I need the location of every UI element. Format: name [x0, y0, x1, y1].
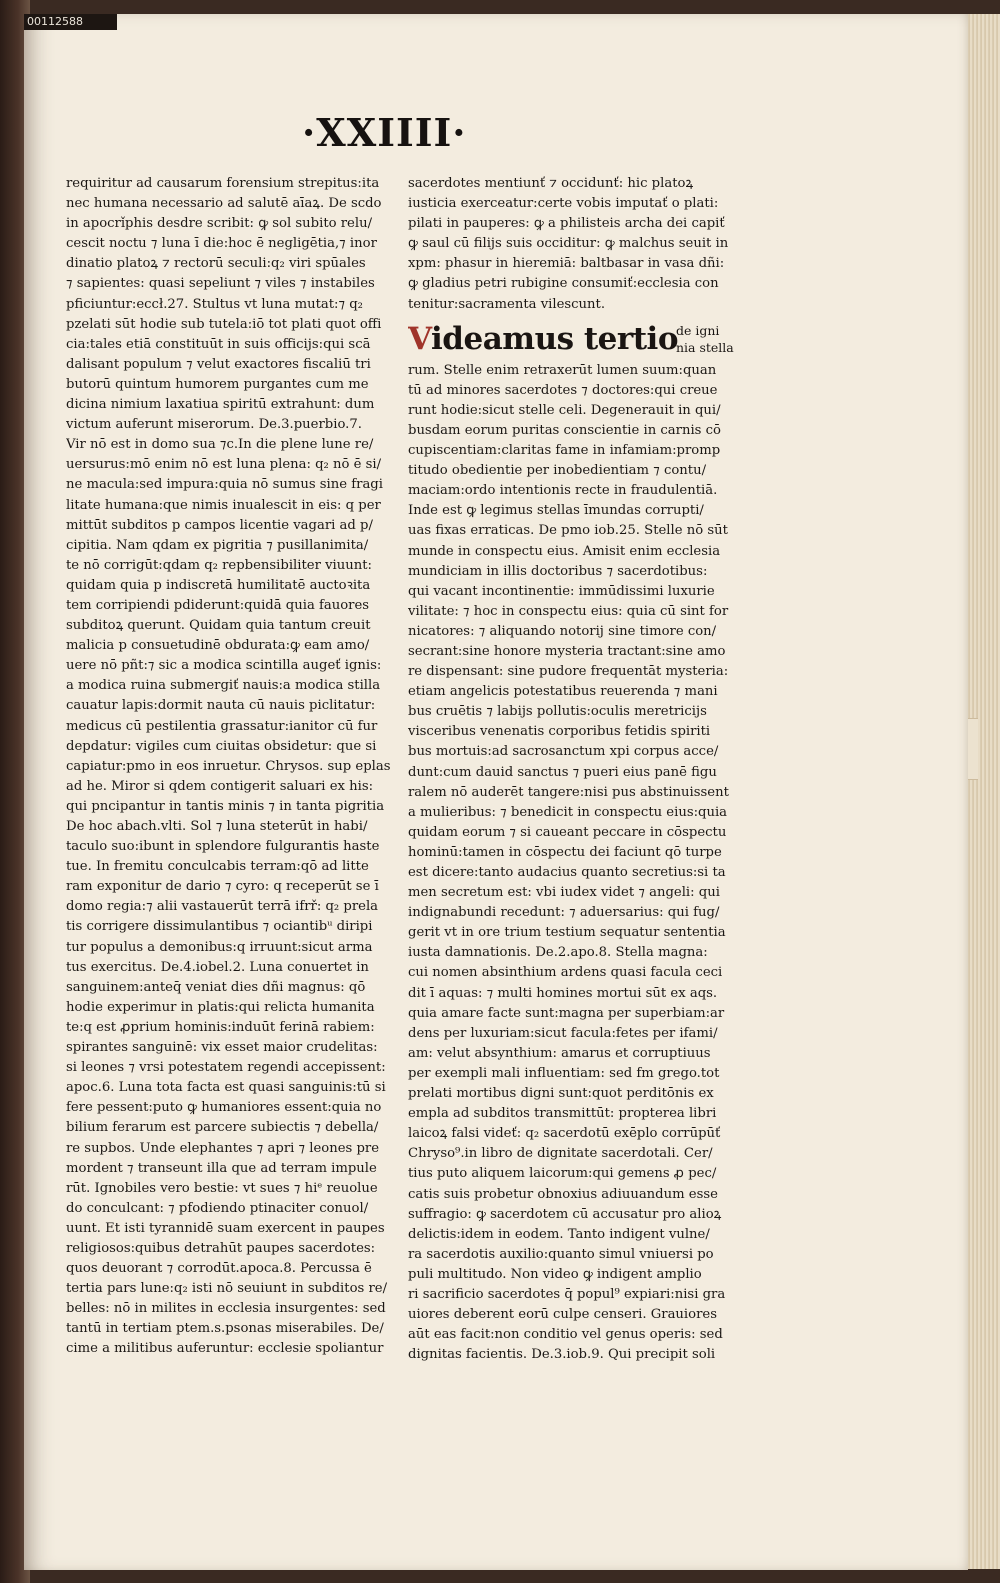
- text-line: runt hodie:sicut stelle celi. Degenerauit in qui/: [408, 402, 721, 418]
- text-line: cime a militibus auferuntur: ecclesie spoliantur: [66, 1341, 384, 1357]
- page-edges: [965, 14, 1000, 1569]
- text-line: cupiscentiam:claritas fame in infamiam:promp: [408, 443, 721, 459]
- text-line: tur populus a demonibus:q irruunt:sicut arma: [66, 939, 373, 955]
- text-line: pficiuntur:eccł.27. Stultus vt luna mutat:⁊ q₂: [66, 296, 363, 312]
- text-line: ram exponitur de dario ⁊ cyro: q receperūt se ī: [66, 879, 379, 895]
- text-line: iusticia exerceatur:certe vobis imputať o plati:: [408, 196, 719, 212]
- text-line: belles: nō in milites in ecclesia insurgentes: sed: [66, 1301, 386, 1317]
- text-line: mundiciam in illis doctoribus ⁊ sacerdotibus:: [408, 563, 708, 579]
- text-line: Inde est ꝙ legimus stellas īmundas corrupti/: [408, 503, 704, 519]
- text-line: hominū:tamen in cōspectu dei faciunt qō turpe: [408, 844, 722, 860]
- text-line: quos deuorant ⁊ corrodūt.apoca.8. Percussa ē: [66, 1261, 372, 1277]
- text-line: tius puto aliquem laicorum:qui gemens ꝓ pec/: [408, 1166, 717, 1182]
- text-line: apoc.6. Luna tota facta est quasi sanguinis:tū si: [66, 1080, 386, 1096]
- heading-side-line2: nia stella: [676, 339, 734, 355]
- text-line: pzelati sūt hodie sub tutela:iō tot plati quot offi: [66, 316, 382, 332]
- heading-side-line1: de igni: [676, 322, 720, 338]
- text-line: si leones ⁊ vrsi potestatem regendi accepissent:: [66, 1060, 386, 1076]
- text-line: a mulieribus: ⁊ benedicit in conspectu eius:quia: [408, 804, 728, 820]
- text-line: gerit vt in ore trium testium sequatur sententia: [408, 925, 726, 941]
- text-line: men secretum est: vbi iudex videt ⁊ angeli: qui: [408, 885, 720, 901]
- text-line: rūt. Ignobiles vero bestie: vt sues ⁊ hiᵉ reuolue: [66, 1180, 378, 1196]
- text-line: prelati mortibus digni sunt:quot perditōnis ex: [408, 1086, 714, 1102]
- text-line: re dispensant: sine pudore frequentāt mysteria:: [408, 664, 729, 680]
- text-line: medicus cū pestilentia grassatur:ianitor cū fur: [66, 718, 378, 734]
- right-column-body: [408, 361, 742, 1366]
- text-line: xpm: phasur in hieremiā: baltbasar in vasa dñi:: [408, 256, 725, 272]
- text-line: requiritur ad causarum forensium strepitus:ita: [66, 176, 380, 191]
- text-line: dalisant populum ⁊ velut exactores fiscaliū tri: [66, 356, 371, 372]
- text-line: ꝙ saul cū filijs suis occiditur: ꝙ malchus seuit in: [408, 236, 729, 252]
- text-line: ri sacrificio sacerdotes q̄ popul⁹ expiari:nisi gra: [408, 1286, 726, 1302]
- shelfmark-label: 00112588: [24, 14, 117, 30]
- text-line: rum. Stelle enim retraxerūt lumen suum:quan: [408, 362, 717, 378]
- text-line: spirantes sanguinē: vix esset maior crudelitas:: [66, 1040, 378, 1056]
- text-line: cipitia. Nam qdam ex pigritia ⁊ pusillanimita/: [66, 537, 369, 553]
- text-line: ꝙ gladius petri rubigine consumiť:ecclesia con: [408, 276, 719, 292]
- text-line: am: velut absynthium: amarus et corruptiuus: [408, 1045, 711, 1061]
- text-line: domo regia:⁊ alii vastauerūt terrā ifrř: q₂ prela: [66, 899, 379, 915]
- text-line: etiam angelicis potestatibus reuerenda ⁊ mani: [408, 684, 718, 700]
- text-line: qui vacant incontinentie: immūdissimi luxurie: [408, 583, 715, 599]
- text-line: cescit noctu ⁊ luna ī die:hoc ē negligētia,⁊ inor: [66, 236, 377, 252]
- text-line: visceribus venenatis corporibus fetidis spiriti: [408, 724, 711, 740]
- text-line: uunt. Et isti tyrannidē suam exercent in paupes: [66, 1220, 385, 1236]
- text-line: mittūt subditos p campos licentie vagari ad p/: [66, 517, 373, 533]
- text-line: malicia p consuetudinē obdurata:ꝙ eam amo/: [66, 638, 370, 654]
- text-line: tantū in tertiam ptem.s.psonas miserabiles. De/: [66, 1321, 384, 1337]
- book-page: [24, 14, 968, 1570]
- text-line: uersurus:mō enim nō est luna plena: q₂ nō ē si/: [66, 457, 382, 473]
- text-line: cui nomen absinthium ardens quasi facula ceci: [408, 965, 723, 981]
- text-line: bus mortuis:ad sacrosanctum xpi corpus acce/: [408, 744, 719, 760]
- text-line: tū ad minores sacerdotes ⁊ doctores:qui creue: [408, 382, 718, 398]
- text-line: empla ad subditos transmittūt: propterea libri: [408, 1106, 717, 1122]
- text-line: litate humana:que nimis inualescit in eis: q per: [66, 497, 381, 513]
- text-line: mordent ⁊ transeunt illa que ad terram impule: [66, 1160, 377, 1176]
- text-line: uas fixas erraticas. De pmo iob.25. Stelle nō sūt: [408, 523, 728, 539]
- text-line: quidam quia p indiscretā humilitatē auctoꝛita: [66, 577, 371, 593]
- text-line: ad he. Miror si qdem contigerit saluari ex his:: [66, 778, 374, 794]
- text-line: dens per luxuriam:sicut facula:fetes per ifami/: [408, 1025, 718, 1041]
- text-line: quia amare facte sunt:magna per superbiam:ar: [408, 1005, 725, 1021]
- text-line: tis corrigere dissimulantibus ⁊ ociantibᵘ diripi: [66, 919, 373, 935]
- text-line: taculo suo:ibunt in splendore fulgurantis haste: [66, 839, 380, 855]
- heading-side: [676, 322, 742, 356]
- text-line: nicatores: ⁊ aliquando notorij sine timore con/: [408, 623, 717, 639]
- text-line: tertia pars lune:q₂ isti nō seuiunt in subditos re/: [66, 1281, 388, 1297]
- text-line: bus cruētis ⁊ labijs pollutis:oculis meretricijs: [408, 704, 707, 720]
- text-line: qui pncipantur in tantis minis ⁊ in tanta pigritia: [66, 798, 385, 814]
- text-line: butorū quintum humorem purgantes cum me: [66, 376, 369, 392]
- text-line: tem corripiendi pdiderunt:quidā quia fauores: [66, 597, 370, 613]
- text-line: ra sacerdotis auxilio:quanto simul vniuersi po: [408, 1246, 714, 1262]
- left-column: [66, 174, 400, 1360]
- text-line: tus exercitus. De.4.iobel.2. Luna conuertet in: [66, 959, 369, 975]
- text-line: Vir nō est in domo sua ⁊c.In die plene lune re/: [66, 437, 374, 453]
- text-line: tenitur:sacramenta vilescunt.: [408, 296, 606, 312]
- text-line: cia:tales etiā constituūt in suis officijs:qui scā: [66, 336, 371, 352]
- text-line: titudo obedientie per inobedientiam ⁊ contu/: [408, 463, 707, 479]
- text-line: dunt:cum dauid sanctus ⁊ pueri eius panē figu: [408, 764, 717, 780]
- text-line: quidam eorum ⁊ si caueant peccare in cōspectu: [408, 824, 727, 840]
- text-line: De hoc abach.vlti. Sol ⁊ luna steterūt in habi/: [66, 819, 368, 834]
- text-line: ⁊ sapientes: quasi sepeliunt ⁊ viles ⁊ instabiles: [66, 276, 375, 292]
- text-line: dit ī aquas: ⁊ multi homines mortui sūt ex aqs.: [408, 985, 718, 1001]
- text-line: a modica ruina submergiť nauis:a modica stilla: [66, 678, 381, 694]
- folio-number: ·XXIIII·: [302, 110, 467, 155]
- right-column-top-text: [408, 174, 742, 315]
- section-heading: [408, 319, 742, 361]
- text-line: per exempli mali influentiam: sed fm grego.tot: [408, 1065, 720, 1081]
- text-line: vilitate: ⁊ hoc in conspectu eius: quia cū sint for: [408, 603, 729, 619]
- text-line: uere nō pñt:⁊ sic a modica scintilla augeť ignis:: [66, 658, 382, 674]
- text-line: religiosos:quibus detrahūt paupes sacerdotes:: [66, 1240, 376, 1256]
- text-line: bilium ferarum est parcere subiectis ⁊ debella/: [66, 1120, 379, 1136]
- text-line: puli multitudo. Non video ꝙ indigent amplio: [408, 1266, 702, 1282]
- text-line: te:q est ꝓprium hominis:induūt ferinā rabiem:: [66, 1019, 375, 1035]
- text-line: laicoꝝ falsi videť: q₂ sacerdotū exēplo corrūpūť: [408, 1126, 721, 1142]
- text-line: maciam:ordo intentionis recte in fraudulentiā.: [408, 483, 718, 499]
- text-line: uiores deberent eorū culpe censeri. Grauiores: [408, 1307, 717, 1323]
- text-line: iusta damnationis. De.2.apo.8. Stella magna:: [408, 945, 708, 961]
- heading-rest: ideamus tertio: [431, 320, 679, 357]
- text-line: victum auferunt miserorum. De.3.puerbio.7.: [66, 417, 362, 433]
- text-line: do conculcant: ⁊ pfodiendo ptinaciter conuol/: [66, 1200, 369, 1216]
- text-line: tue. In fremitu conculcabis terram:qō ad litte: [66, 859, 369, 875]
- text-line: ne macula:sed impura:quia nō sumus sine fragi: [66, 477, 383, 493]
- text-line: dinatio platoꝝ ⁊ rectorū seculi:q₂ viri spūales: [66, 256, 366, 272]
- heading-main: [408, 319, 678, 359]
- text-line: re supbos. Unde elephantes ⁊ apri ⁊ leones pre: [66, 1140, 380, 1156]
- text-line: busdam eorum puritas conscientie in carnis cō: [408, 422, 721, 438]
- heading-initial: V: [408, 320, 432, 357]
- text-line: pilati in pauperes: ꝙ a philisteis archa dei capiť: [408, 216, 725, 232]
- text-line: nec humana necessario ad salutē aīaꝝ. De scdo: [66, 196, 382, 212]
- text-line: secrant:sine honore mysteria tractant:sine amo: [408, 643, 726, 659]
- text-line: catis suis probetur obnoxius adiuuandum esse: [408, 1186, 718, 1202]
- text-line: subditoꝝ querunt. Quidam quia tantum creuit: [66, 618, 371, 634]
- text-line: indignabundi recedunt: ⁊ aduersarius: qui fug/: [408, 905, 720, 921]
- text-line: hodie experimur in platis:qui relicta humanita: [66, 999, 375, 1015]
- text-line: munde in conspectu eius. Amisit enim ecclesia: [408, 543, 721, 559]
- text-line: ralem nō auderēt tangere:nisi pus abstinuissent: [408, 784, 729, 800]
- text-line: sanguinem:anteq̄ veniat dies dñi magnus: qō: [66, 979, 366, 995]
- text-line: capiatur:pmo in eos inruetur. Chrysos. sup eplas: [66, 758, 391, 774]
- text-line: sacerdotes mentiunť ⁊ occidunť: hic platoꝝ: [408, 176, 694, 191]
- text-line: dignitas facientis. De.3.iob.9. Qui precipit soli: [408, 1347, 716, 1363]
- right-column: [408, 174, 742, 1365]
- text-line: cauatur lapis:dormit nauta cū nauis piclitatur:: [66, 698, 376, 714]
- text-line: suffragio: ꝙ sacerdotem cū accusatur pro alioꝝ: [408, 1206, 722, 1222]
- text-line: est dicere:tanto audacius quanto secretius:si ta: [408, 865, 726, 880]
- text-line: aūt eas facit:non conditio vel genus operis: sed: [408, 1327, 723, 1343]
- text-line: in apocrǐphis desdre scribit: ꝙ sol subito relu/: [66, 216, 373, 232]
- text-line: depdatur: vigiles cum ciuitas obsidetur: que si: [66, 738, 377, 754]
- text-line: te nō corrigūt:qdam q₂ repbensibiliter viuunt:: [66, 557, 372, 573]
- text-line: fere pessent:puto ꝙ humaniores essent:quia no: [66, 1100, 382, 1116]
- text-line: delictis:idem in eodem. Tanto indigent vulne/: [408, 1226, 710, 1242]
- text-line: dicina nimium laxatiua spiritū extrahunt: dum: [66, 397, 375, 413]
- text-line: Chryso⁹.in libro de dignitate sacerdotali. Cer/: [408, 1146, 713, 1162]
